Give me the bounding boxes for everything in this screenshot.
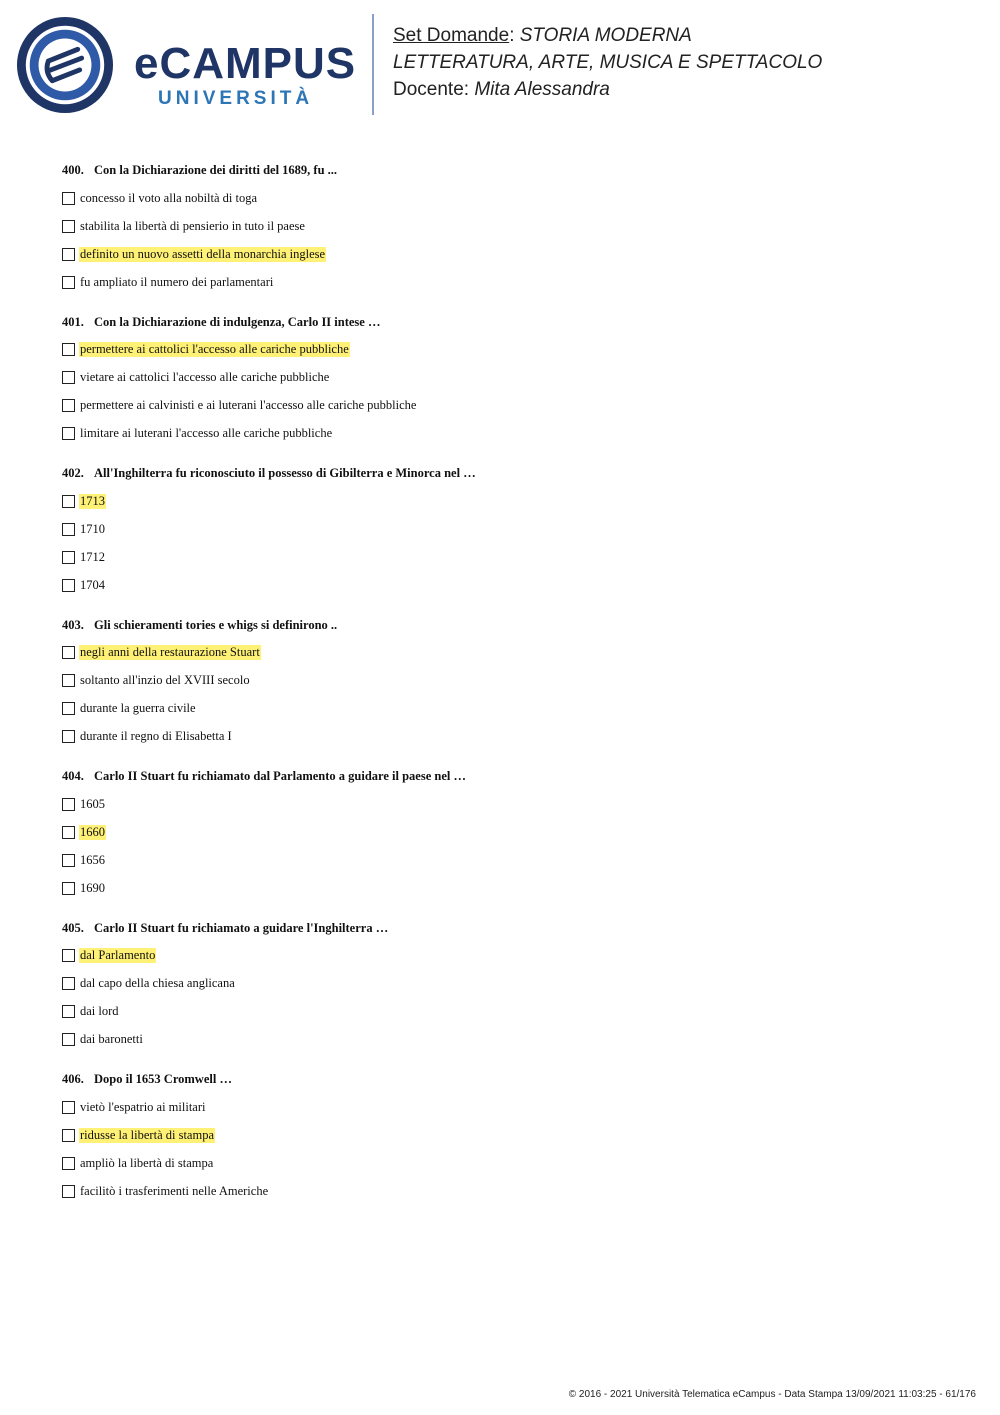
answer-option[interactable] bbox=[62, 268, 962, 296]
answer-checkbox[interactable] bbox=[62, 1101, 75, 1114]
question-number: 405. bbox=[62, 920, 84, 935]
options-list bbox=[62, 1093, 962, 1205]
answer-option[interactable] bbox=[62, 1093, 962, 1121]
answer-checkbox[interactable] bbox=[62, 730, 75, 743]
option-text: durante il regno di Elisabetta I bbox=[80, 729, 232, 743]
subject-line-2: LETTERATURA, ARTE, MUSICA E SPETTACOLO bbox=[393, 52, 823, 73]
answer-option[interactable] bbox=[62, 487, 962, 515]
header-info bbox=[393, 22, 822, 103]
question-block bbox=[62, 766, 962, 902]
option-text: 1712 bbox=[80, 549, 105, 564]
question-text: Carlo II Stuart fu richiamato dal Parlamento a guidare il paese nel … bbox=[94, 769, 466, 783]
answer-option[interactable] bbox=[62, 420, 962, 448]
answer-option[interactable] bbox=[62, 846, 962, 874]
logo-subtitle: UNIVERSITÀ bbox=[158, 88, 314, 109]
option-text: 1660 bbox=[80, 824, 105, 839]
question-block bbox=[62, 160, 962, 296]
answer-option[interactable] bbox=[62, 364, 962, 392]
options-list bbox=[62, 942, 962, 1054]
answer-option[interactable] bbox=[62, 240, 962, 268]
answer-option[interactable] bbox=[62, 639, 962, 667]
question-text: Gli schieramenti tories e whigs si definirono .. bbox=[94, 617, 338, 632]
answer-checkbox[interactable] bbox=[62, 579, 75, 592]
answer-checkbox[interactable] bbox=[62, 248, 75, 261]
question-text: Con la Dichiarazione di indulgenza, Carlo II intese … bbox=[94, 314, 381, 329]
option-text: negli anni della restaurazione Stuart bbox=[80, 645, 260, 659]
answer-checkbox[interactable] bbox=[62, 977, 75, 990]
option-text: soltanto all'inzio del XVIII secolo bbox=[80, 673, 250, 687]
question-title bbox=[62, 766, 962, 786]
option-text: concesso il voto alla nobiltà di toga bbox=[80, 190, 258, 205]
question-number: 402. bbox=[62, 466, 84, 480]
question-title bbox=[62, 918, 962, 938]
question-number: 404. bbox=[62, 769, 84, 783]
answer-checkbox[interactable] bbox=[62, 702, 75, 715]
option-text: permettere ai cattolici l'accesso alle cariche pubbliche bbox=[80, 342, 349, 356]
page-footer: © 2016 - 2021 Università Telematica eCampus - Data Stampa 13/09/2021 11:03:25 - 61/176 bbox=[568, 1389, 976, 1400]
option-text: 1713 bbox=[80, 493, 105, 508]
answer-checkbox[interactable] bbox=[62, 551, 75, 564]
question-title bbox=[62, 463, 962, 483]
answer-option[interactable] bbox=[62, 571, 962, 599]
teacher-label: Docente bbox=[393, 79, 464, 100]
question-block bbox=[62, 918, 962, 1054]
answer-checkbox[interactable] bbox=[62, 1129, 75, 1142]
option-text: dai lord bbox=[80, 1004, 119, 1018]
answer-option[interactable] bbox=[62, 998, 962, 1026]
question-text: Dopo il 1653 Cromwell … bbox=[94, 1072, 232, 1086]
answer-option[interactable] bbox=[62, 184, 962, 212]
answer-option[interactable] bbox=[62, 212, 962, 240]
answer-option[interactable] bbox=[62, 543, 962, 571]
ecampus-logo-icon bbox=[16, 16, 114, 114]
answer-option[interactable] bbox=[62, 515, 962, 543]
option-text: facilitò i trasferimenti nelle Americhe bbox=[80, 1183, 269, 1198]
question-title bbox=[62, 312, 962, 332]
answer-option[interactable] bbox=[62, 1121, 962, 1149]
option-text: vietare ai cattolici l'accesso alle cariche pubbliche bbox=[80, 370, 330, 384]
answer-option[interactable] bbox=[62, 723, 962, 751]
option-text: dai baronetti bbox=[80, 1032, 143, 1046]
question-block bbox=[62, 312, 962, 448]
answer-checkbox[interactable] bbox=[62, 371, 75, 384]
set-label: Set Domande bbox=[393, 25, 510, 46]
answer-option[interactable] bbox=[62, 392, 962, 420]
option-text: 1605 bbox=[80, 796, 105, 811]
option-text: permettere ai calvinisti e ai luterani l'accesso alle cariche pubbliche bbox=[80, 398, 417, 412]
option-text: vietò l'espatrio ai militari bbox=[80, 1099, 206, 1114]
teacher-line: Docente: Mita Alessandra bbox=[393, 79, 610, 100]
teacher-name: Mita Alessandra bbox=[474, 79, 610, 100]
answer-checkbox[interactable] bbox=[62, 882, 75, 895]
answer-checkbox[interactable] bbox=[62, 1185, 75, 1198]
page-header bbox=[0, 0, 1000, 130]
option-text: limitare ai luterani l'accesso alle cariche pubbliche bbox=[80, 426, 333, 440]
question-list bbox=[62, 160, 962, 1221]
question-block bbox=[62, 1069, 962, 1205]
option-text: 1710 bbox=[80, 521, 105, 536]
question-block bbox=[62, 463, 962, 599]
answer-option[interactable] bbox=[62, 790, 962, 818]
subject-line-1: STORIA MODERNA bbox=[519, 25, 692, 46]
answer-option[interactable] bbox=[62, 695, 962, 723]
answer-checkbox[interactable] bbox=[62, 854, 75, 867]
answer-option[interactable] bbox=[62, 970, 962, 998]
answer-option[interactable] bbox=[62, 336, 962, 364]
answer-checkbox[interactable] bbox=[62, 1157, 75, 1170]
option-text: 1704 bbox=[80, 577, 105, 592]
answer-option[interactable] bbox=[62, 818, 962, 846]
option-text: ampliò la libertà di stampa bbox=[80, 1155, 214, 1170]
answer-option[interactable] bbox=[62, 1026, 962, 1054]
option-text: 1690 bbox=[80, 880, 105, 895]
question-number: 401. bbox=[62, 314, 84, 329]
answer-checkbox[interactable] bbox=[62, 399, 75, 412]
question-text: Carlo II Stuart fu richiamato a guidare l'Inghilterra … bbox=[94, 920, 389, 935]
answer-option[interactable] bbox=[62, 874, 962, 902]
options-list bbox=[62, 336, 962, 448]
answer-checkbox[interactable] bbox=[62, 523, 75, 536]
option-text: fu ampliato il numero dei parlamentari bbox=[80, 274, 274, 289]
question-number: 403. bbox=[62, 617, 84, 632]
answer-option[interactable] bbox=[62, 1177, 962, 1205]
answer-checkbox[interactable] bbox=[62, 495, 75, 508]
question-text: Con la Dichiarazione dei diritti del 1689, fu ... bbox=[94, 163, 338, 177]
answer-checkbox[interactable] bbox=[62, 1033, 75, 1046]
question-title bbox=[62, 1069, 962, 1089]
set-line: Set Domande: STORIA MODERNA bbox=[393, 25, 692, 46]
answer-option[interactable] bbox=[62, 942, 962, 970]
answer-option[interactable] bbox=[62, 1149, 962, 1177]
option-text: 1656 bbox=[80, 852, 105, 867]
answer-checkbox[interactable] bbox=[62, 646, 75, 659]
question-number: 406. bbox=[62, 1072, 84, 1086]
header-divider bbox=[372, 14, 374, 115]
answer-checkbox[interactable] bbox=[62, 276, 75, 289]
options-list bbox=[62, 639, 962, 751]
subject-line-2-row bbox=[393, 49, 822, 76]
option-text: definito un nuovo assetti della monarchia inglese bbox=[80, 246, 326, 261]
question-title bbox=[62, 615, 962, 635]
option-text: stabilita la libertà di pensierio in tuto il paese bbox=[80, 218, 305, 233]
option-text: ridusse la libertà di stampa bbox=[80, 1127, 214, 1142]
options-list bbox=[62, 790, 962, 902]
option-text: durante la guerra civile bbox=[80, 701, 196, 715]
answer-checkbox[interactable] bbox=[62, 798, 75, 811]
answer-checkbox[interactable] bbox=[62, 1005, 75, 1018]
answer-checkbox[interactable] bbox=[62, 949, 75, 962]
options-list bbox=[62, 487, 962, 599]
answer-checkbox[interactable] bbox=[62, 220, 75, 233]
answer-checkbox[interactable] bbox=[62, 674, 75, 687]
option-text: dal Parlamento bbox=[80, 948, 156, 962]
option-text: dal capo della chiesa anglicana bbox=[80, 976, 235, 990]
answer-option[interactable] bbox=[62, 667, 962, 695]
question-block bbox=[62, 615, 962, 751]
answer-checkbox[interactable] bbox=[62, 826, 75, 839]
question-text: All'Inghilterra fu riconosciuto il possesso di Gibilterra e Minorca nel … bbox=[94, 466, 476, 480]
logo-wordmark: eCAMPUS bbox=[134, 39, 357, 88]
answer-checkbox[interactable] bbox=[62, 192, 75, 205]
question-number: 400. bbox=[62, 163, 84, 177]
answer-checkbox[interactable] bbox=[62, 427, 75, 440]
options-list bbox=[62, 184, 962, 296]
question-title bbox=[62, 160, 962, 180]
answer-checkbox[interactable] bbox=[62, 343, 75, 356]
